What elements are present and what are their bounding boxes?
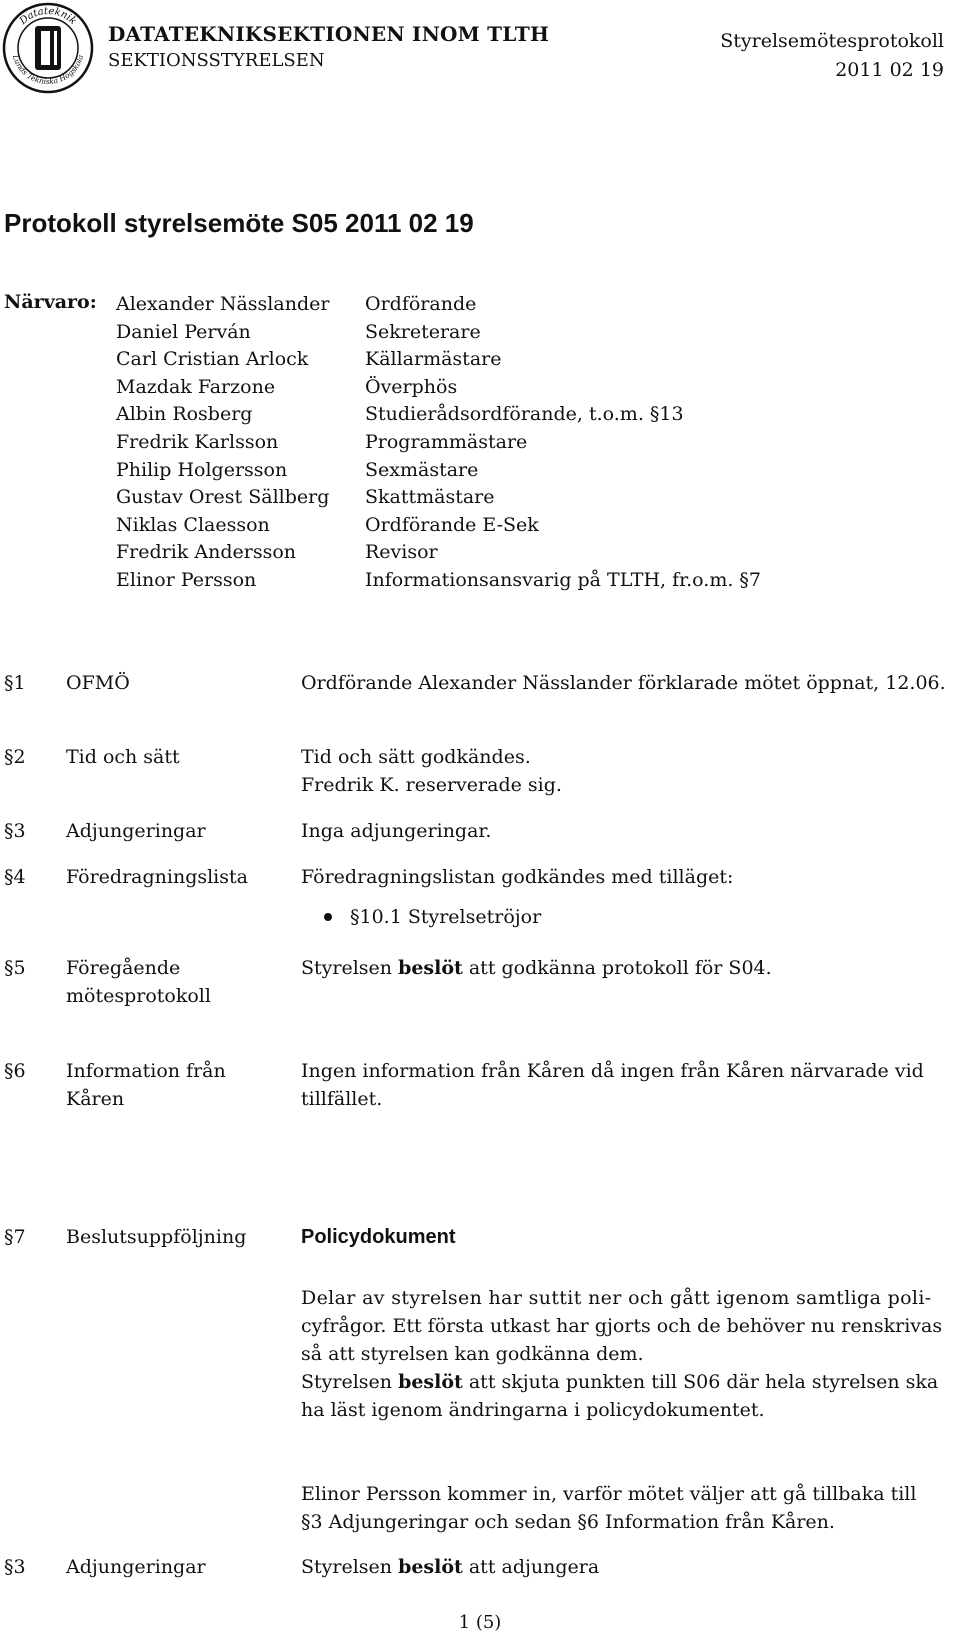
section-3b-body [301, 1554, 951, 1582]
attendee-name: Gustav Orest Sällberg [116, 486, 330, 509]
attendee-row [116, 429, 936, 457]
decision-keyword: beslöt [398, 1556, 463, 1578]
section-6-title-line-1: Information från [66, 1060, 226, 1082]
section-3-title: Adjungeringar [66, 820, 206, 842]
attendee-role: Revisor [365, 541, 438, 564]
section-1-number: §1 [4, 672, 26, 694]
decision-keyword: beslöt [398, 957, 463, 979]
section-6-title-line-2: Kåren [66, 1088, 125, 1110]
text-run: att skjuta punkten till S06 där hela styrelsen ska [462, 1371, 939, 1393]
page-number: 1 (5) [458, 1612, 502, 1633]
attendee-role: Studierådsordförande, t.o.m. §13 [365, 403, 684, 426]
section-7-paragraph-1-line-4 [301, 1369, 951, 1397]
section-7-paragraph-1-line-3: så att styrelsen kan godkänna dem. [301, 1343, 644, 1365]
section-7-number: §7 [4, 1226, 26, 1248]
organization-subtitle: SEKTIONSSTYRELSEN [108, 50, 325, 71]
section-7-paragraph-1-line-5: ha läst igenom ändringarna i policydokumentet. [301, 1399, 765, 1421]
attendee-name: Carl Cristian Arlock [116, 348, 309, 371]
section-2-number: §2 [4, 746, 26, 768]
attendee-role: Sexmästare [365, 458, 479, 481]
section-2-body-line-1: Tid och sätt godkändes. [301, 746, 531, 768]
section-5-title-line-1: Föregående [66, 957, 181, 979]
logo-text-bottom: Lunds Tekniska Högskola [10, 53, 86, 87]
document-type: Styrelsemötesprotokoll [720, 30, 944, 52]
section-7-paragraph-1-line-2: cyfrågor. Ett första utkast har gjorts och de behöver nu renskrivas [301, 1315, 943, 1337]
text-run: Styrelsen [301, 957, 399, 979]
attendee-role: Ordförande [365, 293, 477, 315]
section-6-body-line-1: Ingen information från Kåren då ingen från Kåren närvarade vid [301, 1060, 924, 1082]
attendee-name: Daniel Perván [116, 320, 251, 343]
section-7-paragraph-1-line-1: Delar av styrelsen har suttit ner och gått igenom samtliga poli- [301, 1287, 932, 1309]
section-3b-number: §3 [4, 1556, 26, 1578]
attendee-name: Alexander Nässlander [116, 293, 330, 315]
attendee-name: Mazdak Farzone [116, 375, 276, 398]
section-4-body: Föredragningslistan godkändes med tilläget: [301, 866, 734, 888]
attendee-role: Sekreterare [365, 320, 481, 343]
section-5-number: §5 [4, 957, 26, 979]
section-5-body [301, 955, 951, 983]
attendee-row [116, 484, 936, 512]
section-6-body-line-2: tillfället. [301, 1088, 383, 1110]
section-3b-title: Adjungeringar [66, 1556, 206, 1578]
section-1-title: OFMÖ [66, 672, 130, 694]
attendee-role: Informationsansvarig på TLTH, fr.o.m. §7 [365, 568, 762, 591]
attendee-name: Elinor Persson [116, 568, 257, 591]
text-run: Styrelsen [301, 1556, 399, 1578]
attendee-role: Programmästare [365, 430, 528, 453]
bullet-icon [324, 913, 332, 921]
section-5-title-line-2: mötesprotokoll [66, 985, 211, 1007]
section-2-body-line-2: Fredrik K. reserverade sig. [301, 774, 562, 796]
attendee-role: Skattmästare [365, 486, 495, 509]
organization-name: DATATEKNIKSEKTIONEN INOM TLTH [108, 22, 550, 46]
text-run: att godkänna protokoll för S04. [462, 957, 772, 979]
attendee-row [116, 401, 936, 429]
section-logo [2, 2, 94, 94]
attendee-row [116, 539, 936, 567]
section-7-paragraph-2-line-1: Elinor Persson kommer in, varför mötet väljer att gå tillbaka till [301, 1483, 917, 1505]
attendee-name: Albin Rosberg [116, 403, 253, 426]
attendee-name: Fredrik Karlsson [116, 430, 279, 453]
section-4-bullet-item: §10.1 Styrelsetröjor [350, 906, 542, 928]
attendee-role: Källarmästare [365, 348, 502, 371]
document-date: 2011 02 19 [835, 59, 944, 81]
attendee-row [116, 457, 936, 485]
text-run: att adjungera [462, 1556, 600, 1578]
attendee-row [116, 291, 936, 319]
attendee-row [116, 319, 936, 347]
attendee-name: Niklas Claesson [116, 513, 270, 536]
logo-text-top: Datateknik [17, 5, 79, 27]
section-3-number: §3 [4, 820, 26, 842]
section-2-title: Tid och sätt [66, 746, 180, 768]
section-7-subheading: Policydokument [301, 1226, 456, 1248]
section-4-title: Föredragningslista [66, 866, 248, 888]
section-3-body: Inga adjungeringar. [301, 820, 492, 842]
section-7-title: Beslutsuppföljning [66, 1226, 247, 1248]
attendee-list [116, 291, 936, 595]
attendee-row [116, 346, 936, 374]
presence-label: Närvaro: [4, 291, 97, 313]
section-7-paragraph-2-line-2: §3 Adjungeringar och sedan §6 Information från Kåren. [301, 1511, 835, 1533]
section-4-number: §4 [4, 866, 26, 888]
attendee-row [116, 512, 936, 540]
attendee-row [116, 567, 936, 595]
decision-keyword: beslöt [398, 1371, 463, 1393]
section-6-number: §6 [4, 1060, 26, 1082]
attendee-name: Philip Holgersson [116, 458, 288, 481]
text-run: Styrelsen [301, 1371, 399, 1393]
attendee-name: Fredrik Andersson [116, 541, 297, 564]
attendee-role: Ordförande E-Sek [365, 513, 539, 536]
page-title: Protokoll styrelsemöte S05 2011 02 19 [4, 208, 474, 238]
attendee-row [116, 374, 936, 402]
section-1-body: Ordförande Alexander Nässlander förklarade mötet öppnat, 12.06. [301, 672, 946, 694]
attendee-role: Överphös [365, 375, 458, 398]
